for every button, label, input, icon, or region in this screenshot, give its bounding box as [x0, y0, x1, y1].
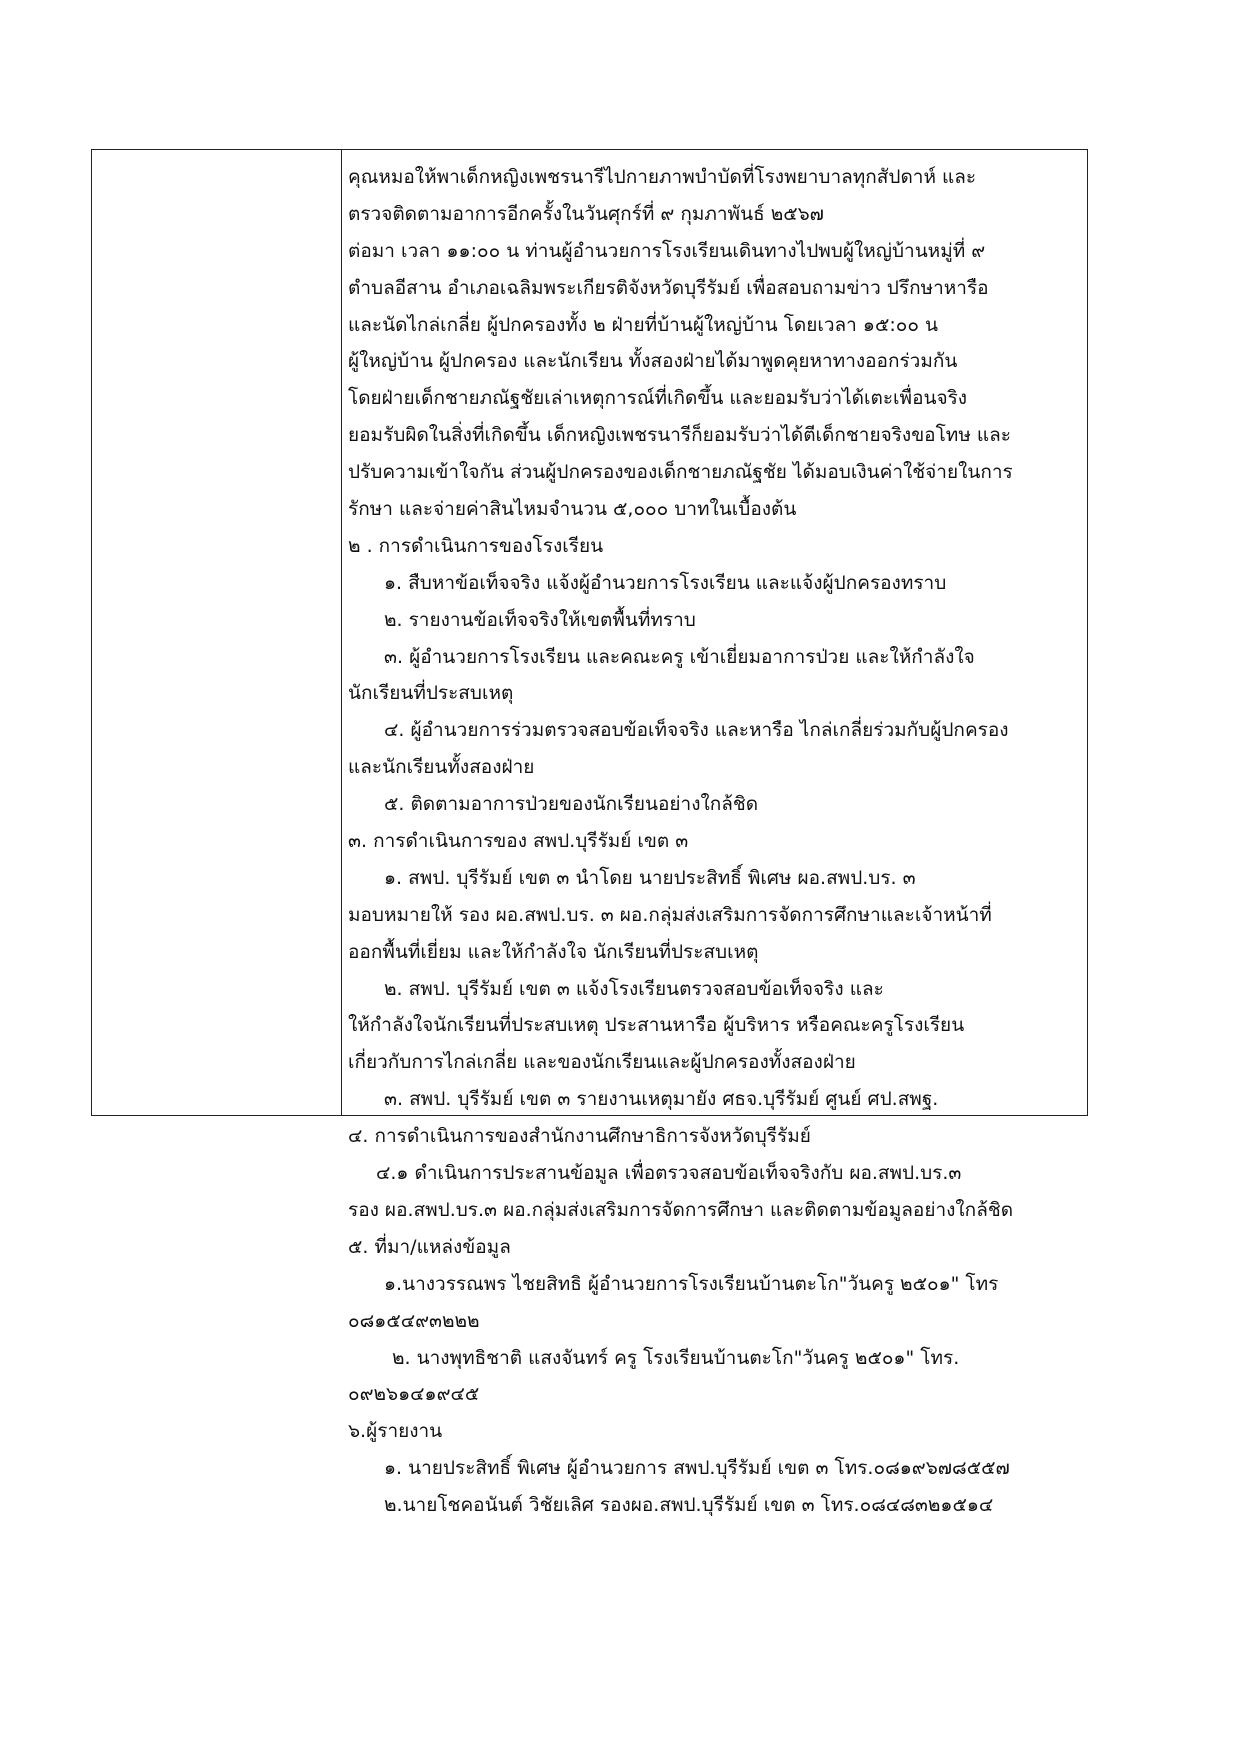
text-line: ให้กำลังใจนักเรียนที่ประสบเหตุ ประสานหารือ ผู้บริหาร หรือคณะครูโรงเรียน — [348, 1014, 965, 1037]
table-content-cell — [342, 150, 1087, 1517]
text-line: และนักเรียนทั้งสองฝ่าย — [348, 756, 535, 779]
text-line: ๒ . การดำเนินการของโรงเรียน — [348, 534, 604, 557]
text-line: ผู้ใหญ่บ้าน ผู้ปกครอง และนักเรียน ทั้งสองฝ่ายได้มาพูดคุยหาทางออกร่วมกัน — [348, 350, 958, 373]
text-line: ๓. สพป. บุรีรัมย์ เขต ๓ รายงานเหตุมายัง ศธจ.บุรีรัมย์ ศูนย์ ศป.สพฐ. — [384, 1088, 939, 1111]
text-line: มอบหมายให้ รอง ผอ.สพป.บร. ๓ ผอ.กลุ่มส่งเสริมการจัดการศึกษาและเจ้าหน้าที่ — [348, 903, 992, 926]
text-line: ๕. ที่มา/แหล่งข้อมูล — [348, 1235, 511, 1258]
text-line: ๒. สพป. บุรีรัมย์ เขต ๓ แจ้งโรงเรียนตรวจสอบข้อเท็จจริง และ — [384, 977, 884, 1000]
text-line: เกี่ยวกับการไกล่เกลี่ย และของนักเรียนและผู้ปกครองทั้งสองฝ่าย — [348, 1051, 856, 1074]
text-line: ปรับความเข้าใจกัน ส่วนผู้ปกครองของเด็กชายภณัฐชัย ได้มอบเงินค่าใช้จ่ายในการ — [348, 461, 1013, 484]
text-line: ยอมรับผิดในสิ่งที่เกิดขึ้น เด็กหญิงเพชรนารีก็ยอมรับว่าได้ตีเด็กชายจริงขอโทษ และ — [348, 424, 1011, 447]
text-line: ตำบลอีสาน อำเภอเฉลิมพระเกียรติจังหวัดบุรีรัมย์ เพื่อสอบถามข่าว ปรึกษาหารือ — [348, 276, 989, 299]
text-line: ออกพื้นที่เยี่ยม และให้กำลังใจ นักเรียนที่ประสบเหตุ — [348, 940, 759, 963]
text-line: และนัดไกล่เกลี่ย ผู้ปกครองทั้ง ๒ ฝ่ายที่บ้านผู้ใหญ่บ้าน โดยเวลา ๑๕:๐๐ น — [348, 313, 938, 336]
text-line: ๓. ผู้อำนวยการโรงเรียน และคณะครู เข้าเยี่ยมอาการป่วย และให้กำลังใจ — [384, 645, 975, 668]
text-line: ๐๘๑๕๔๙๓๒๒๒ — [348, 1309, 480, 1332]
text-line: ตรวจติดตามอาการอีกครั้งในวันศุกร์ที่ ๙ กุมภาพันธ์ ๒๕๖๗ — [348, 202, 824, 225]
text-line: ๐๙๒๖๑๔๑๙๔๕ — [348, 1383, 480, 1406]
text-line: ๓. การดำเนินการของ สพป.บุรีรัมย์ เขต ๓ — [348, 830, 689, 853]
text-line: รักษา และจ่ายค่าสินไหมจำนวน ๕,๐๐๐ บาทในเบื้องต้น — [348, 498, 797, 521]
text-line: ๑. สืบหาข้อเท็จจริง แจ้งผู้อำนวยการโรงเรียน และแจ้งผู้ปกครองทราบ — [384, 571, 947, 594]
text-line: ๔.๑ ดำเนินการประสานข้อมูล เพื่อตรวจสอบข้อเท็จจริงกับ ผอ.สพป.บร.๓ — [376, 1162, 962, 1185]
text-line: ๑. สพป. บุรีรัมย์ เขต ๓ นำโดย นายประสิทธิ์ พิเศษ ผอ.สพป.บร. ๓ — [384, 866, 916, 889]
text-line: โดยฝ่ายเด็กชายภณัฐชัยเล่าเหตุการณ์ที่เกิดขึ้น และยอมรับว่าได้เตะเพื่อนจริง — [348, 387, 968, 410]
text-line: ๔. ผู้อำนวยการร่วมตรวจสอบข้อเท็จจริง และหารือ ไกล่เกลี่ยร่วมกับผู้ปกครอง — [384, 719, 1009, 742]
text-line: ๒.นายโชคอนันต์ วิชัยเลิศ รองผอ.สพป.บุรีรัมย์ เขต ๓ โทร.๐๘๔๘๓๒๑๕๑๔ — [384, 1494, 994, 1517]
table-left-cell — [92, 150, 342, 1115]
text-line: ๔. การดำเนินการของสำนักงานศึกษาธิการจังหวัดบุรีรัมย์ — [348, 1125, 811, 1148]
text-line: คุณหมอให้พาเด็กหญิงเพชรนารีไปกายภาพบำบัดที่โรงพยาบาลทุกสัปดาห์ และ — [348, 166, 977, 188]
text-line: ๑. นายประสิทธิ์ พิเศษ ผู้อำนวยการ สพป.บุรีรัมย์ เขต ๓ โทร.๐๘๑๙๖๗๘๕๕๗ — [384, 1457, 1010, 1480]
text-line: นักเรียนที่ประสบเหตุ — [348, 682, 514, 705]
text-line: ต่อมา เวลา ๑๑:๐๐ น ท่านผู้อำนวยการโรงเรียนเดินทางไปพบผู้ใหญ่บ้านหมู่ที่ ๙ — [348, 239, 986, 262]
text-line: ๑.นางวรรณพร ไชยสิทธิ ผู้อำนวยการโรงเรียนบ้านตะโก"วันครู ๒๕๐๑" โทร — [384, 1272, 999, 1295]
document-table — [91, 149, 1088, 1517]
text-line: ๕. ติดตามอาการป่วยของนักเรียนอย่างใกล้ชิด — [384, 793, 759, 816]
text-line: ๒. รายงานข้อเท็จจริงให้เขตพื้นที่ทราบ — [384, 608, 696, 631]
text-line: ๒. นางพุทธิชาติ แสงจันทร์ ครู โรงเรียนบ้านตะโก"วันครู ๒๕๐๑" โทร. — [392, 1346, 960, 1369]
text-line: ๖.ผู้รายงาน — [348, 1420, 443, 1443]
text-line: รอง ผอ.สพป.บร.๓ ผอ.กลุ่มส่งเสริมการจัดการศึกษา และติดตามข้อมูลอย่างใกล้ชิด — [348, 1198, 1014, 1221]
